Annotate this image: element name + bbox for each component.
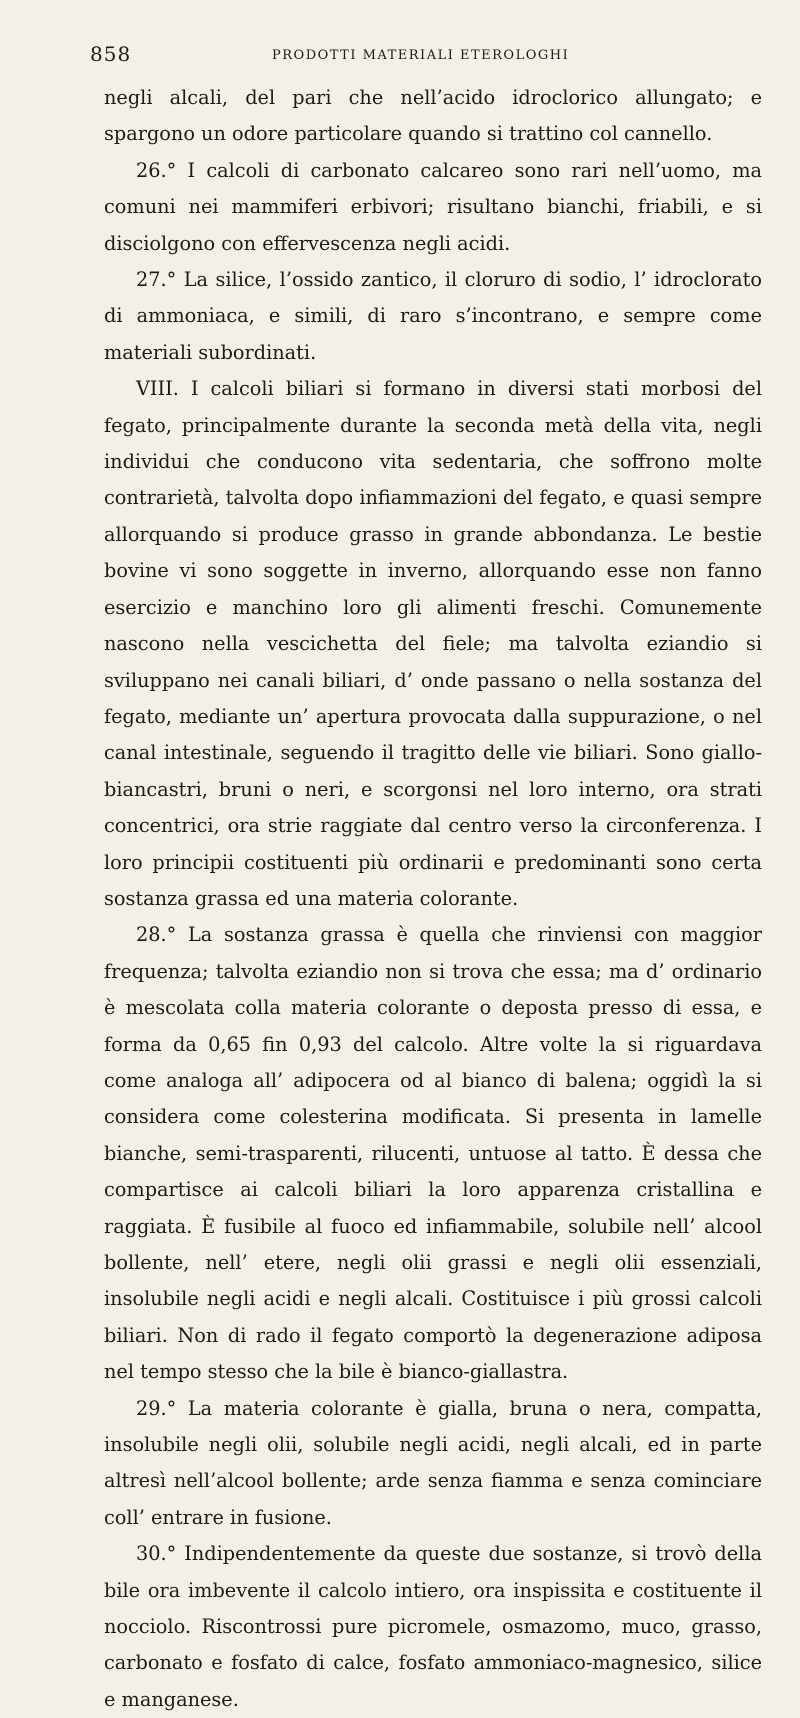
body-text [104, 80, 762, 1718]
paragraph-continuation: negli alcali, del pari che nell’acido idroclorico allungato; e spargono un odore particolare quando si trattino col cannello. [104, 86, 762, 146]
running-title: PRODOTTI MATERIALI ETEROLOGHI [272, 48, 570, 63]
section-viii: VIII. I calcoli biliari si formano in diversi stati morbosi del fegato, principalmente durante la seconda metà della vita, negli individui che conducono vita sedentaria, che soffrono molte contrarietà, talvolta dopo infiammazioni del fegato, e quasi sempre allorquando si produce grasso in grande abbondanza. Le bestie bovine vi sono soggette in inverno, allorquando esse non fanno esercizio e manchino loro gli alimenti freschi. Comunemente nascono nella vescichetta del fiele; ma talvolta eziandio si sviluppano nei canali biliari, d’ onde passano o nella sostanza del fegato, mediante un’ apertura provocata dalla suppurazione, o nel canal intestinale, seguendo il tragitto delle vie biliari. Sono giallo-biancastri, bruni o neri, e scorgonsi nel loro interno, ora strati concentrici, ora strie raggiate dal centro verso la circonferenza. I loro principii costituenti più ordinarii e predominanti sono certa sostanza grassa ed una materia colorante. [104, 377, 762, 910]
paragraph-27: 27.° La silice, l’ossido zantico, il cloruro di sodio, l’ idroclorato di ammoniaca, e simili, di raro s’incontrano, e sempre come materiali subordinati. [104, 268, 762, 364]
page-number: 858 [90, 42, 132, 66]
paragraph-28: 28.° La sostanza grassa è quella che rinviensi con maggior frequenza; talvolta eziandio non si trova che essa; ma d’ ordinario è mescolata colla materia colorante o deposta presso di essa, e forma da 0,65 fin 0,93 del calcolo. Altre volte la si riguardava come analoga all’ adipocera od al bianco di balena; oggidì la si considera come colesterina modificata. Si presenta in lamelle bianche, semi-trasparenti, rilucenti, untuose al tatto. È dessa che compartisce ai calcoli biliari la loro apparenza cristallina e raggiata. È fusibile al fuoco ed infiammabile, solubile nell’ alcool bollente, nell’ etere, negli olii grassi e negli olii essenziali, insolubile negli acidi e negli alcali. Costituisce i più grossi calcoli biliari. Non di rado il fegato comportò la degenerazione adiposa nel tempo stesso che la bile è bianco-giallastra. [104, 923, 762, 1384]
running-head [90, 38, 762, 74]
paragraph-26: 26.° I calcoli di carbonato calcareo sono rari nell’uomo, ma comuni nei mammiferi erbivori; risultano bianchi, friabili, e si disciolgono con effervescenza negli acidi. [104, 158, 762, 255]
paragraph-30: 30.° Indipendentemente da queste due sostanze, si trovò della bile ora imbevente il calcolo intiero, ora inspissita e costituente il nocciolo. Riscontrossi pure picromele, osmazomo, muco, grasso, carbonato e fosfato di calce, fosfato ammoniaco-magnesico, silice e manganese. [104, 1542, 762, 1711]
paragraph-29: 29.° La materia colorante è gialla, bruna o nera, compatta, insolubile negli olii, solubile negli acidi, negli alcali, ed in parte altresì nell’alcool bollente; arde senza fiamma e senza cominciare coll’ entrare in fusione. [104, 1396, 762, 1529]
